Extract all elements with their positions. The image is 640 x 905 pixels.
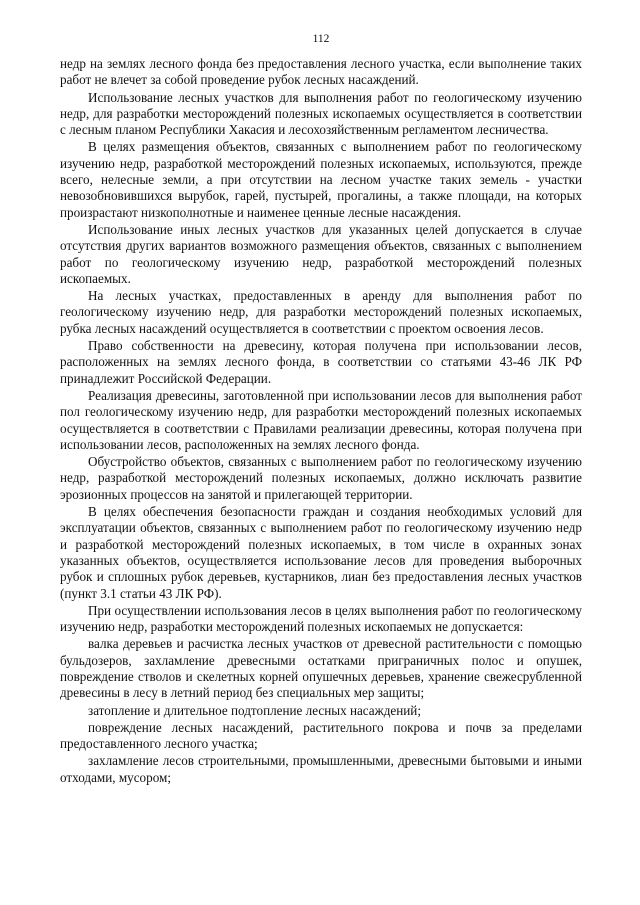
paragraph-placement-of-objects: В целях размещения объектов, связанных с выполнением работ по геологическому изучению недр, разработкой месторождений полезных ископаемых, используются, прежде всего, нелесные земли, а при отсутствии на лесном участке таких земель - участки невозобновившихся вырубок, гарей, пустырей, прогалины, а также площади, на которых произрастают низкополнотные и наименее ценные лесные насаждения. [60,139,582,220]
paragraph-other-forest-plots: Использование иных лесных участков для указанных целей допускается в случае отсутствия других вариантов возможного размещения объектов, связанных с выполнением работ по геологическому изучению недр, разработкой месторождений полезных ископаемых. [60,221,582,286]
list-item-felling: валка деревьев и расчистка лесных участков от древесной растительности с помощью бульдозеров, захламление древесными остатками приграничных полос и опушек, повреждение стволов и скелетных корней опушечных деревьев, хранение свежесрубленной древесины в лесу в летний период без специальных мер защиты; [60,636,582,701]
paragraph-use-of-forest-plots: Использование лесных участков для выполнения работ по геологическому изучению недр, для разработки месторождений полезных ископаемых осуществляется в соответствии с лесным планом Республики Хакасия и лесохозяйственным регламентом лесничества. [60,89,582,138]
page-number: 112 [312,33,330,45]
paragraph-wood-ownership: Право собственности на древесину, которая получена при использовании лесов, расположенных на землях лесного фонда, в соответствии со статьями 43-46 ЛК РФ принадлежит Российской Федерации. [60,338,582,386]
paragraph-leased-plots: На лесных участках, предоставленных в аренду для выполнения работ по геологическому изучению недр, для разработки месторождений полезных ископаемых, рубка лесных насаждений осуществляется в соответствии с проектом освоения лесов. [60,288,582,336]
paragraph-prohibited-intro: При осуществлении использования лесов в целях выполнения работ по геологическому изучению недр, разработки месторождений полезных ископаемых не допускается: [60,602,582,635]
document-body [60,56,582,786]
list-item-littering: захламление лесов строительными, промышленными, древесными бытовыми и иными отходами, мусором; [60,753,582,785]
paragraph-safety-logging: В целях обеспечения безопасности граждан и создания необходимых условий для эксплуатации объектов, связанных с выполнением работ по геологическому изучению недр и разработкой месторождений полезных ископаемых, в том числе в охранных зонах указанных объектов, осуществляется использование лесов для проведения выборочных рубок и сплошных рубок деревьев, кустарников, лиан без предоставления лесных участков (пункт 3.1 статьи 43 ЛК РФ). [60,504,582,601]
paragraph-continuation: недр на землях лесного фонда без предоставления лесного участка, если выполнение таких работ не влечет за собой проведение рубок лесных насаждений. [60,56,582,88]
list-item-flooding: затопление и длительное подтопление лесных насаждений; [88,702,421,718]
paragraph-wood-sale: Реализация древесины, заготовленной при использовании лесов для выполнения работ пол геологическому изучению недр, для разработки месторождений полезных ископаемых осуществляется в соответствии с Правилами реализации древесины, которая получена при использовании лесов, расположенных на землях лесного фонда. [60,387,582,452]
list-item-damage: повреждение лесных насаждений, растительного покрова и почв за пределами предоставленного лесного участка; [60,719,582,752]
paragraph-erosion-prevention: Обустройство объектов, связанных с выполнением работ по геологическому изучению недр, разработкой месторождений полезных ископаемых, должно исключать развитие эрозионных процессов на занятой и прилегающей территории. [60,454,582,502]
